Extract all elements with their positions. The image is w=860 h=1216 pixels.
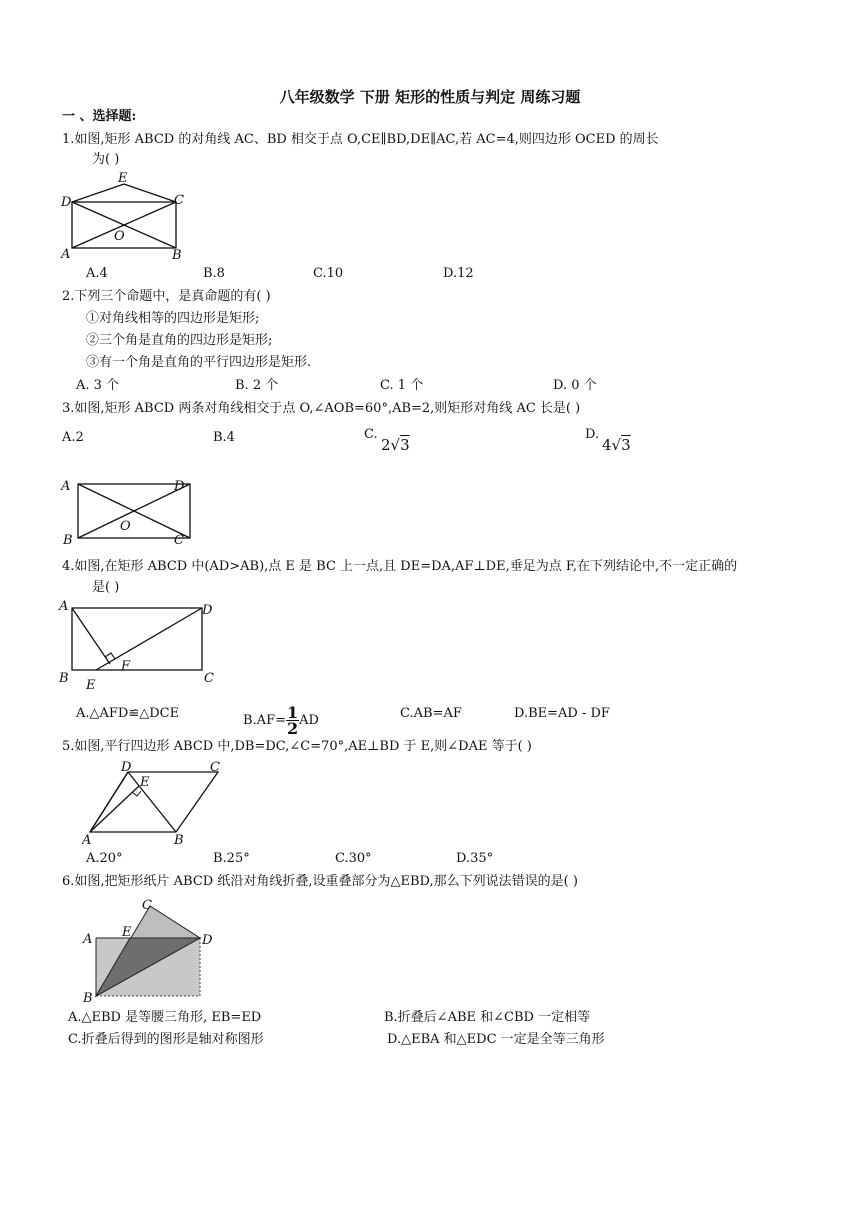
q1-label-a: A — [61, 247, 71, 262]
q2-stem: 2.下列三个命题中，是真命题的有( ) — [62, 289, 271, 304]
q3-label-c: C — [174, 533, 184, 546]
q4-option-c: C.AB=AF — [400, 706, 462, 721]
q3-option-b: B.4 — [213, 430, 235, 445]
q4-label-c: C — [204, 671, 214, 686]
q3-label-o: O — [120, 519, 131, 534]
q3-option-d-value: 4√3 — [602, 436, 631, 454]
q1-option-c: C.10 — [313, 266, 344, 281]
q3-label-b: B — [63, 533, 73, 546]
q5-option-a: A.20° — [86, 851, 123, 866]
q6-option-a: A.△EBD 是等腰三角形, EB=ED — [68, 1010, 262, 1025]
q5-label-a: A — [82, 833, 92, 848]
q4-stem-line2: 是( ) — [92, 580, 120, 595]
q1-label-d: D — [61, 195, 72, 210]
q4-label-d: D — [202, 603, 213, 618]
q5-option-b: B.25° — [213, 851, 250, 866]
q6-label-d: D — [202, 933, 213, 948]
q6-label-c: C — [142, 898, 152, 913]
q2-option-d: D. 0 个 — [553, 378, 597, 393]
q6-option-c: C.折叠后得到的图形是轴对称图形 — [68, 1032, 264, 1047]
q5-stem: 5.如图,平行四边形 ABCD 中,DB=DC,∠C=70°,AE⊥BD 于 E,则∠DAE 等于( ) — [62, 739, 532, 754]
q3-stem: 3.如图,矩形 ABCD 两条对角线相交于点 O,∠AOB=60°,AB=2,则矩形对角线 AC 长是( ) — [62, 401, 581, 416]
q4-fraction: $\frac{1}{2}$ — [287, 703, 299, 738]
q2-option-c: C. 1 个 — [380, 378, 424, 393]
q3-option-c-value: 2√3 — [381, 436, 410, 454]
q6-label-b: B — [83, 991, 93, 1006]
q5-option-d: D.35° — [456, 851, 494, 866]
q4-option-b: B.AF= $\frac{1}{2}$ AD — [243, 703, 319, 738]
q3-label-a: A — [61, 479, 71, 494]
q2-item-3: ③有一个角是直角的平行四边形是矩形. — [86, 355, 312, 370]
q5-label-e: E — [140, 775, 150, 790]
q2-option-b: B. 2 个 — [235, 378, 279, 393]
q6-option-b: B.折叠后∠ABE 和∠CBD 一定相等 — [384, 1010, 591, 1025]
q3-figure — [58, 474, 198, 546]
q5-figure — [82, 758, 232, 848]
q4-option-a: A.△AFD≌△DCE — [76, 706, 180, 721]
q3-label-d: D — [174, 479, 185, 494]
q3-option-c: C. — [364, 427, 378, 442]
q1-option-d: D.12 — [443, 266, 474, 281]
q1-option-a: A.4 — [86, 266, 108, 281]
q6-label-e: E — [122, 925, 132, 940]
q1-figure — [58, 170, 188, 262]
q6-figure — [80, 894, 220, 1006]
q4-figure — [58, 596, 223, 692]
q1-label-o: O — [114, 229, 125, 244]
q4-label-a: A — [59, 599, 69, 614]
q2-option-a: A. 3 个 — [76, 378, 120, 393]
q1-option-b: B.8 — [203, 266, 225, 281]
q5-option-c: C.30° — [335, 851, 372, 866]
q5-label-d: D — [121, 760, 132, 775]
q2-item-1: ①对角线相等的四边形是矩形; — [86, 311, 260, 326]
q3-option-d: D. — [585, 427, 600, 442]
q1-label-e: E — [118, 171, 128, 186]
q3-option-a: A.2 — [62, 430, 84, 445]
q1-label-b: B — [172, 248, 182, 262]
q5-label-c: C — [210, 760, 220, 775]
q4-option-d: D.BE=AD - DF — [514, 706, 610, 721]
q1-label-c: C — [174, 193, 184, 208]
q4-stem-line1: 4.如图,在矩形 ABCD 中(AD>AB),点 E 是 BC 上一点,且 DE=DA,AF⊥DE,垂足为点 F,在下列结论中,不一定正确的 — [62, 559, 738, 574]
q4-label-e: E — [86, 678, 96, 692]
q1-stem-line1: 1.如图,矩形 ABCD 的对角线 AC、BD 相交于点 O,CE∥BD,DE∥AC,若 AC=4,则四边形 OCED 的周长 — [62, 132, 659, 147]
section-heading: 一 、选择题: — [62, 109, 137, 124]
q1-stem-line2: 为( ) — [92, 152, 120, 167]
q4-label-f: F — [121, 659, 131, 674]
q6-stem: 6.如图,把矩形纸片 ABCD 纸沿对角线折叠,设重叠部分为△EBD,那么下列说法错误的是( ) — [62, 874, 578, 889]
q6-option-d: D.△EBA 和△EDC 一定是全等三角形 — [387, 1032, 605, 1047]
page-title: 八年级数学 下册 矩形的性质与判定 周练习题 — [279, 88, 581, 106]
q2-item-2: ②三个角是直角的四边形是矩形; — [86, 333, 273, 348]
q5-label-b: B — [174, 833, 184, 848]
q4-label-b: B — [59, 671, 69, 686]
q6-label-a: A — [83, 932, 93, 947]
